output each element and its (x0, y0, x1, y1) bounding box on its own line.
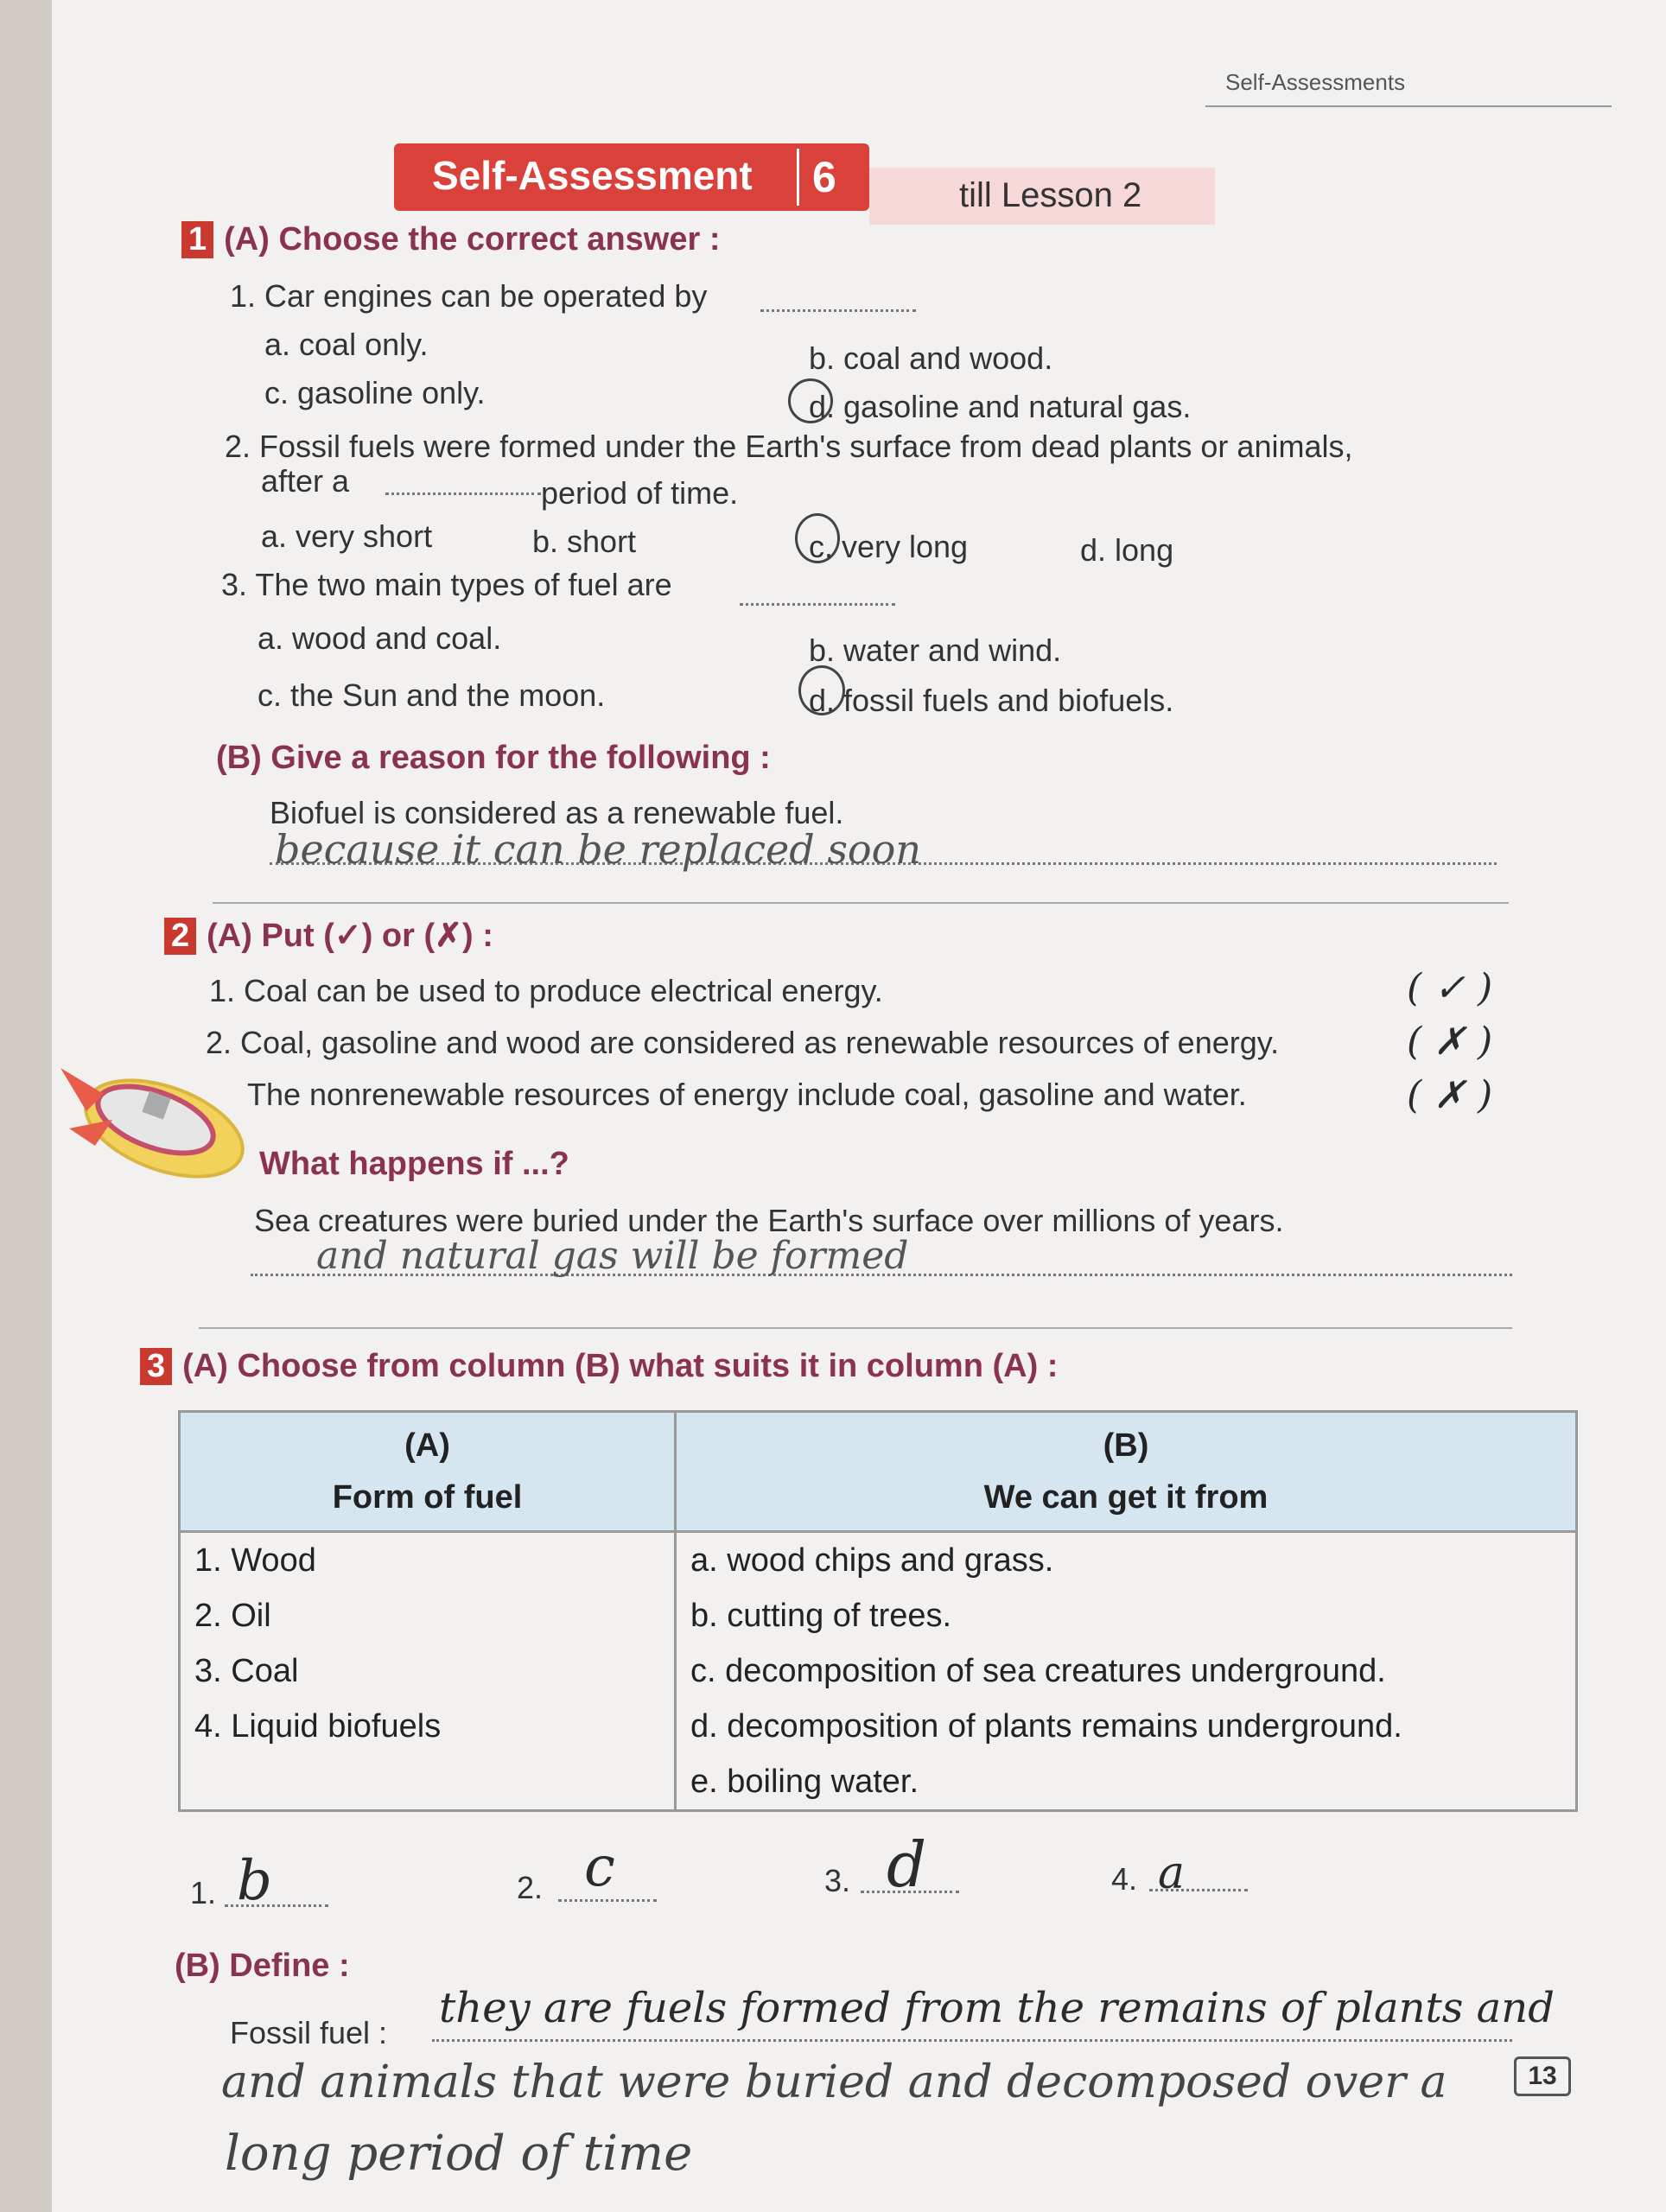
q1-item1-opt-c: c. gasoline only. (264, 375, 486, 410)
column-b-cell: d. decomposition of plants remains underground. (676, 1699, 1577, 1754)
define-answer-line-3: long period of time (225, 2126, 693, 2182)
answer-value-2: c (584, 1835, 615, 1899)
column-b-cell: c. decomposition of sea creatures underground. (676, 1643, 1577, 1699)
section-divider (213, 902, 1509, 904)
table-row (180, 1532, 1577, 1589)
q1-item3-opt-b: b. water and wind. (809, 632, 1062, 668)
rocket-sticker-icon (35, 1033, 251, 1189)
q1-item1-opt-d: d. gasoline and natural gas. (809, 389, 1192, 424)
table-row (180, 1699, 1577, 1754)
q3-parta-title: (A) Choose from column (B) what suits it in column (A) : (182, 1348, 1059, 1384)
q1-parta-title: (A) Choose the correct answer : (224, 221, 721, 257)
banner-lesson: till Lesson 2 (959, 176, 1142, 214)
q1-item2-opt-b: b. short (532, 524, 637, 559)
q2-partb-title: What happens if ...? (259, 1146, 569, 1182)
page-number: 13 (1514, 2056, 1571, 2096)
q2-item2-text: 2. Coal, gasoline and wood are considered as renewable resources of energy. (206, 1025, 1280, 1060)
answer-label-1: 1. (190, 1875, 217, 1910)
table-header-row (180, 1412, 1577, 1532)
q2-item3-text: The nonrenewable resources of energy include coal, gasoline and water. (247, 1077, 1247, 1112)
answer-blank (385, 493, 541, 495)
q1-item3-opt-a: a. wood and coal. (258, 620, 502, 656)
answer-label-3: 3. (824, 1863, 851, 1898)
q1-item2-stem-end: period of time. (541, 475, 739, 511)
matching-table (178, 1410, 1578, 1812)
answer-value-3: d (887, 1828, 927, 1901)
column-b-header (676, 1412, 1577, 1532)
q1-item3-stem: 3. The two main types of fuel are (221, 567, 672, 602)
table-row (180, 1754, 1577, 1811)
q2-number: 2 (164, 918, 196, 955)
q2-partb-handwritten-answer: and natural gas will be formed (316, 1234, 909, 1278)
column-a-cell (180, 1754, 676, 1811)
column-a-title: Form of fuel (332, 1479, 523, 1516)
q1-partb-statement: Biofuel is considered as a renewable fuel. (270, 795, 844, 830)
q1-item1-stem: 1. Car engines can be operated by (230, 278, 708, 314)
column-a-cell: 2. Oil (180, 1588, 676, 1643)
answer-line (432, 2039, 1512, 2042)
q2-item3-mark: ( ✗ ) (1407, 1073, 1493, 1117)
answer-blank (740, 603, 895, 606)
column-a-header (180, 1412, 676, 1532)
answer-value-4: a (1158, 1847, 1186, 1899)
q1-title (181, 221, 720, 258)
q1-partb-handwritten-answer: because it can be replaced soon (275, 826, 921, 873)
table-row (180, 1588, 1577, 1643)
q3-title (140, 1348, 1058, 1385)
workbook-page (52, 0, 1666, 2212)
column-a-cell: 1. Wood (180, 1532, 676, 1589)
answer-label-4: 4. (1111, 1861, 1138, 1897)
q2-item2-mark: ( ✗ ) (1407, 1020, 1493, 1064)
column-b-letter: (B) (1103, 1427, 1149, 1464)
header-rule (1205, 105, 1612, 107)
q1-item2-opt-a: a. very short (261, 518, 433, 554)
q2-parta-title: (A) Put (✓) or (✗) : (207, 918, 493, 954)
q1-item2-opt-c: c. very long (809, 529, 969, 564)
q1-partb-title: (B) Give a reason for the following : (216, 740, 771, 776)
define-answer-line-1: they are fuels formed from the remains of plants and (439, 1984, 1555, 2032)
q1-item1-opt-b: b. coal and wood. (809, 340, 1053, 376)
q1-number: 1 (181, 221, 213, 258)
running-header: Self-Assessments (1225, 69, 1406, 95)
q1-item2-stem-after: after a (261, 463, 350, 499)
q1-item1-opt-a: a. coal only. (264, 327, 429, 362)
q3-partb-title: (B) Define : (175, 1948, 350, 1984)
banner-divider (797, 149, 799, 206)
column-b-cell: e. boiling water. (676, 1754, 1577, 1811)
q1-item3-opt-c: c. the Sun and the moon. (258, 677, 606, 713)
answer-blank (558, 1899, 657, 1902)
banner-number: 6 (812, 153, 836, 201)
q2-item1-text: 1. Coal can be used to produce electrical energy. (209, 973, 883, 1008)
column-a-cell: 3. Coal (180, 1643, 676, 1699)
column-a-cell: 4. Liquid biofuels (180, 1699, 676, 1754)
define-answer-line-2: and animals that were buried and decomposed over a (221, 2056, 1447, 2108)
q2-item1-mark: ( ✓ ) (1407, 966, 1493, 1010)
column-b-title: We can get it from (983, 1479, 1269, 1516)
q1-item3-opt-d: d. fossil fuels and biofuels. (809, 683, 1174, 718)
q1-item2-opt-d: d. long (1080, 532, 1174, 568)
answer-blank (760, 309, 916, 312)
q2-title (164, 916, 493, 955)
table-row (180, 1643, 1577, 1699)
answer-label-2: 2. (517, 1870, 544, 1905)
column-b-cell: a. wood chips and grass. (676, 1532, 1577, 1589)
q2-partb-statement: Sea creatures were buried under the Earth's surface over millions of years. (254, 1203, 1284, 1238)
answer-value-1: b (237, 1849, 272, 1913)
q1-item2-stem: 2. Fossil fuels were formed under the Earth's surface from dead plants or animals, (225, 429, 1353, 464)
banner-title: Self-Assessment (432, 153, 753, 198)
column-a-letter: (A) (404, 1427, 450, 1464)
define-label: Fossil fuel : (230, 2015, 388, 2050)
q3-number: 3 (140, 1348, 172, 1385)
column-b-cell: b. cutting of trees. (676, 1588, 1577, 1643)
section-divider (199, 1327, 1512, 1329)
